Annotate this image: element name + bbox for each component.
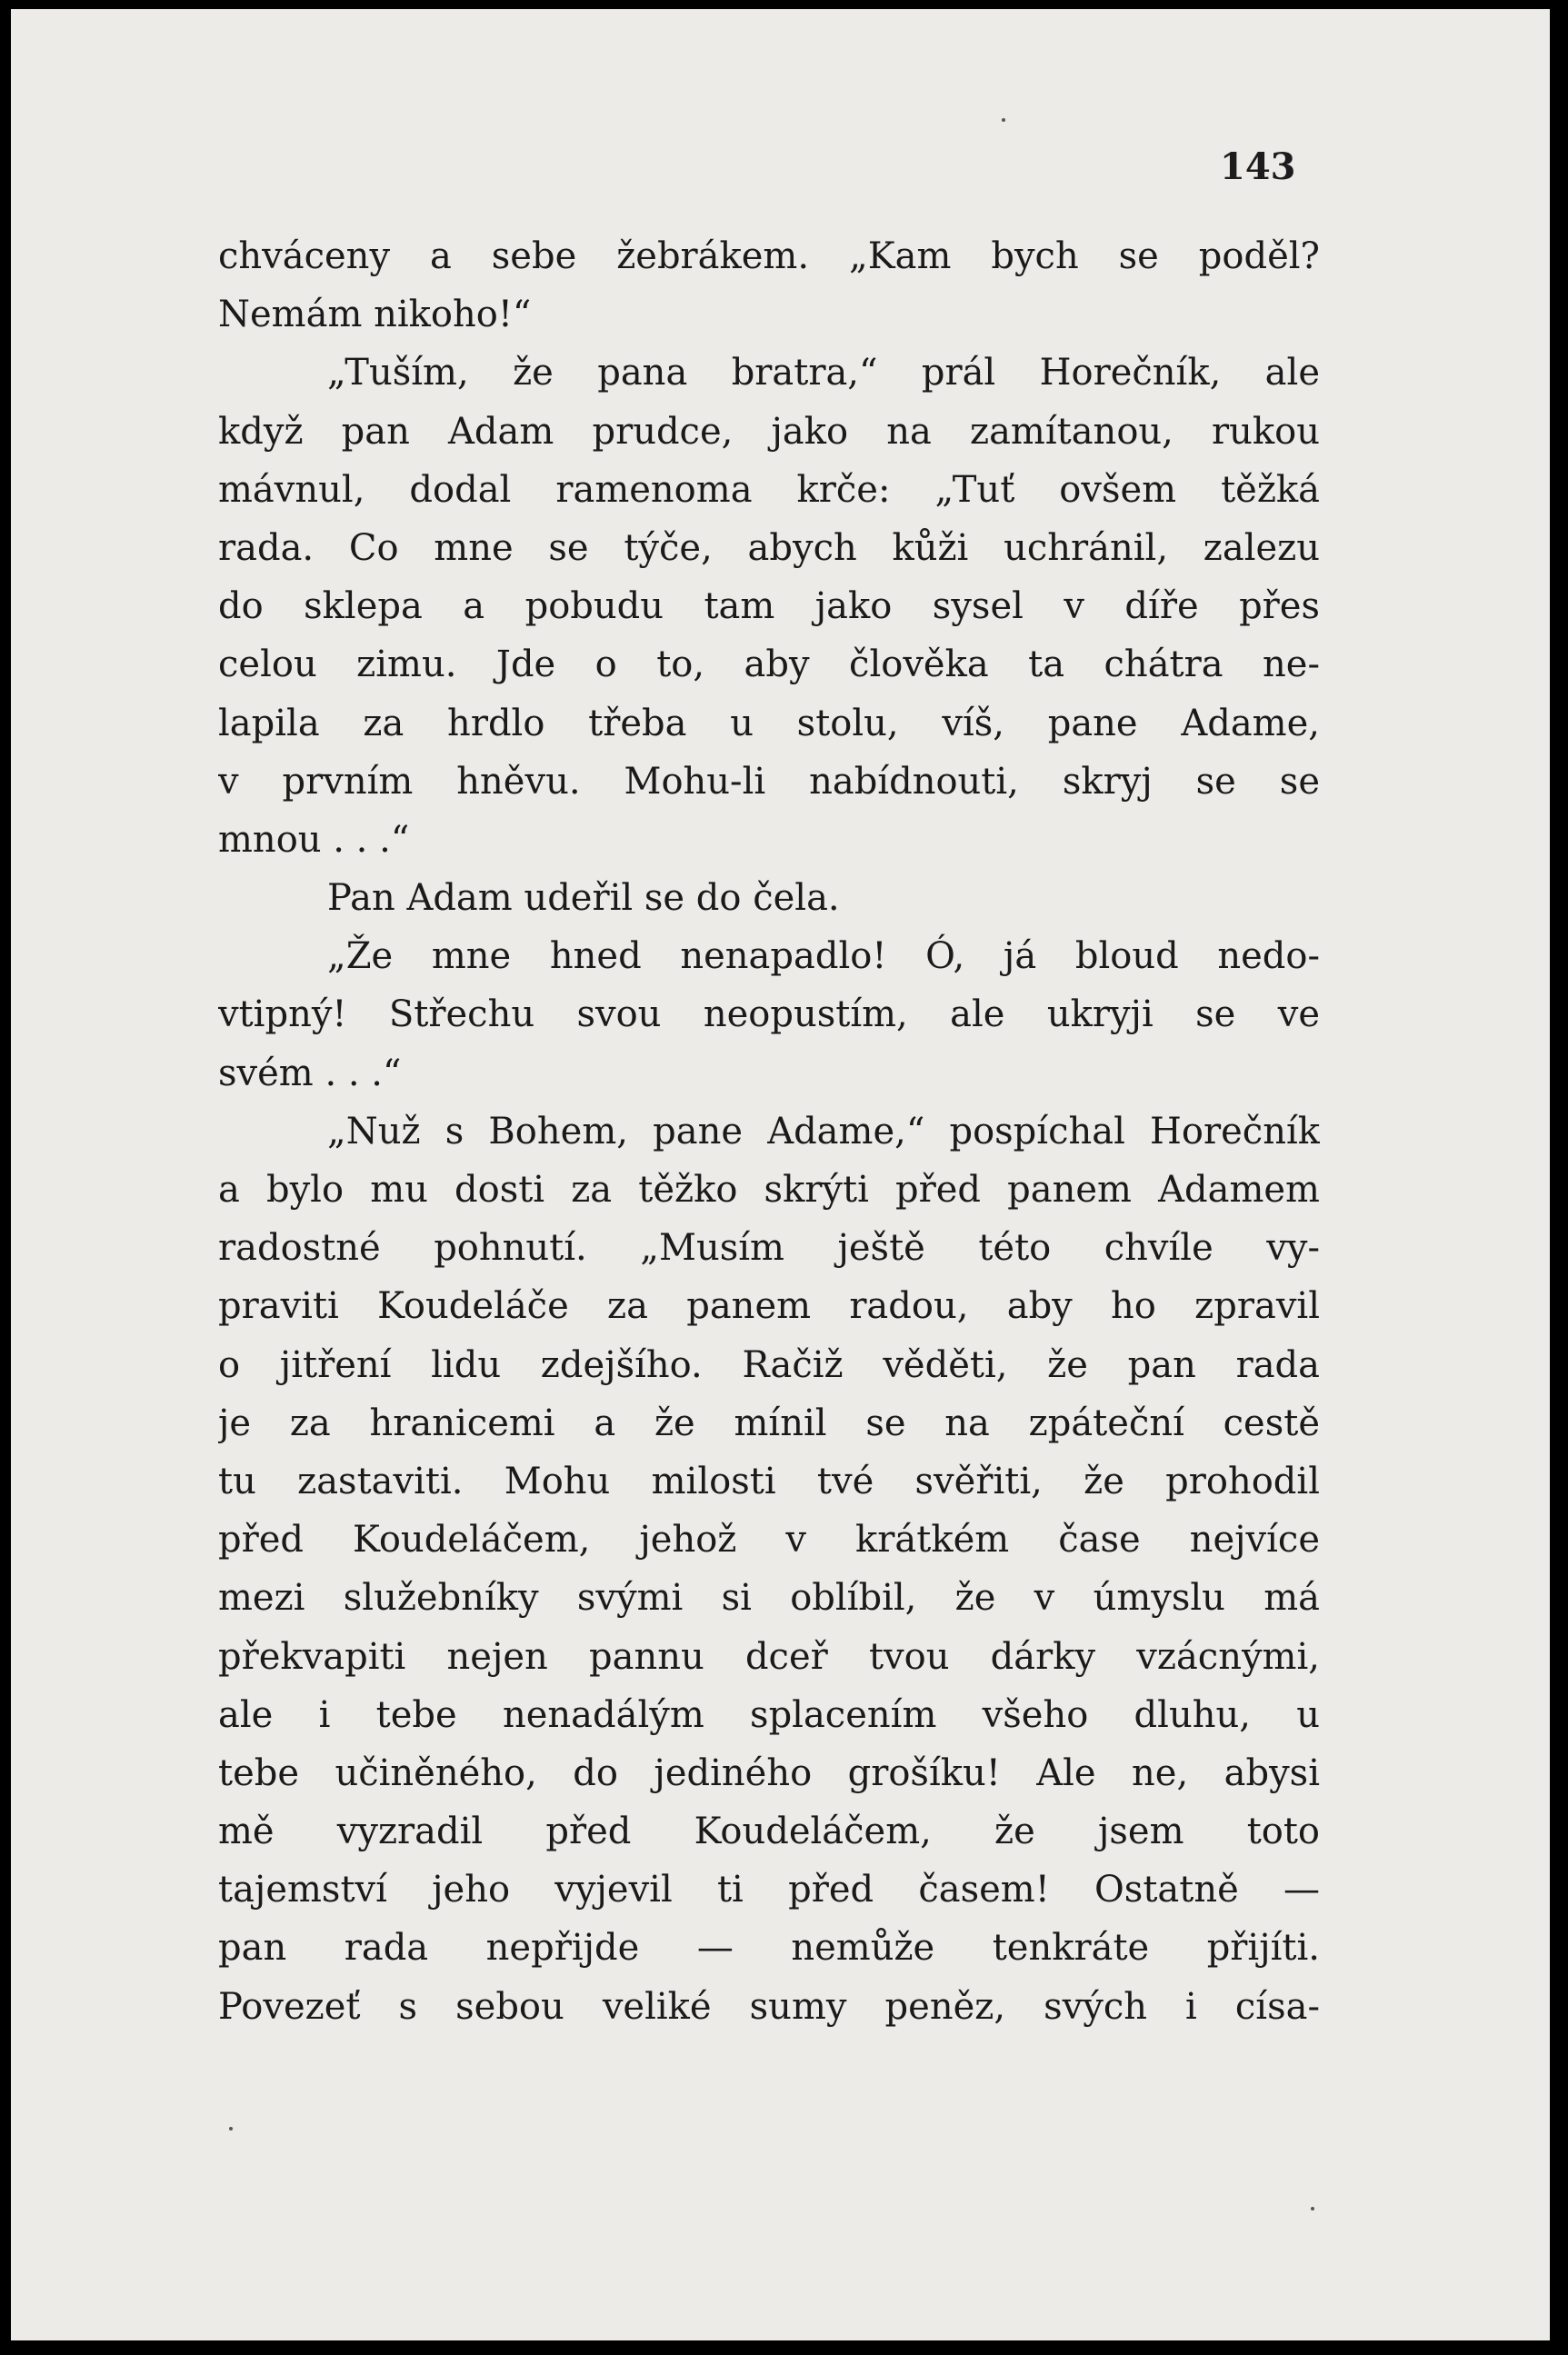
text-line: tebe učiněného, do jediného grošíku! Ale ne, abysi xyxy=(218,1751,1320,1794)
text-line: je za hranicemi a že mínil se na zpáteční cestě xyxy=(218,1402,1320,1444)
page-number: 143 xyxy=(1220,145,1296,188)
text-line: v prvním hněvu. Mohu-li nabídnouti, skryj se se xyxy=(218,760,1320,803)
text-line: mě vyzradil před Koudeláčem, že jsem toto xyxy=(218,1811,1320,1853)
text-line: Povezeť s sebou veliké sumy peněz, svých i císa- xyxy=(218,1985,1320,2028)
text-line: a bylo mu dosti za těžko skrýti před panem Adamem xyxy=(218,1169,1320,1211)
text-line: Nemám nikoho!“ xyxy=(218,294,532,336)
text-line: rada. Co mne se týče, abych kůži uchránil, zalezu xyxy=(218,526,1320,569)
text-line: pan rada nepřijde — nemůže tenkráte přijíti. xyxy=(218,1927,1320,1970)
text-line: praviti Koudeláče za panem radou, aby ho zpravil xyxy=(218,1285,1320,1328)
text-line: ale i tebe nenadálým splacením všeho dluhu, u xyxy=(218,1693,1320,1736)
text-line: mávnul, dodal ramenoma krče: „Tuť ovšem těžká xyxy=(218,468,1320,511)
text-line: překvapiti nejen pannu dceř tvou dárky vzácnými, xyxy=(218,1635,1320,1678)
text-line: tu zastaviti. Mohu milosti tvé svěřiti, že prohodil xyxy=(218,1460,1320,1502)
text-line: tajemství jeho vyjevil ti před časem! Ostatně — xyxy=(218,1869,1320,1911)
text-line: Pan Adam udeřil se do čela. xyxy=(327,877,840,920)
book-page xyxy=(11,9,1550,2340)
text-line: „Tuším, že pana bratra,“ prál Horečník, ale xyxy=(327,352,1320,394)
paper-speck xyxy=(229,2127,233,2130)
text-line: mezi služebníky svými si oblíbil, že v úmyslu má xyxy=(218,1577,1320,1620)
text-line: před Koudeláčem, jehož v krátkém čase nejvíce xyxy=(218,1519,1320,1562)
text-line: svém . . .“ xyxy=(218,1052,402,1094)
text-line: „Že mne hned nenapadlo! Ó, já bloud nedo- xyxy=(327,935,1320,978)
paper-speck xyxy=(1002,118,1005,122)
paper-speck xyxy=(1311,2207,1314,2210)
text-line: „Nuž s Bohem, pane Adame,“ pospíchal Horečník xyxy=(327,1110,1320,1153)
text-line: mnou . . .“ xyxy=(218,818,410,861)
text-line: vtipný! Střechu svou neopustím, ale ukryji se ve xyxy=(218,993,1320,1036)
text-line: lapila za hrdlo třeba u stolu, víš, pane Adame, xyxy=(218,702,1320,744)
text-line: o jitření lidu zdejšího. Račiž věděti, že pan rada xyxy=(218,1343,1320,1386)
text-line: celou zimu. Jde o to, aby člověka ta chátra ne- xyxy=(218,644,1320,686)
text-line: chváceny a sebe žebrákem. „Kam bych se poděl? xyxy=(218,235,1320,277)
text-line: radostné pohnutí. „Musím ještě této chvíle vy- xyxy=(218,1227,1320,1270)
text-line: když pan Adam prudce, jako na zamítanou, rukou xyxy=(218,410,1320,453)
body-text xyxy=(218,227,1320,2036)
text-line: do sklepa a pobudu tam jako sysel v díře přes xyxy=(218,585,1320,628)
